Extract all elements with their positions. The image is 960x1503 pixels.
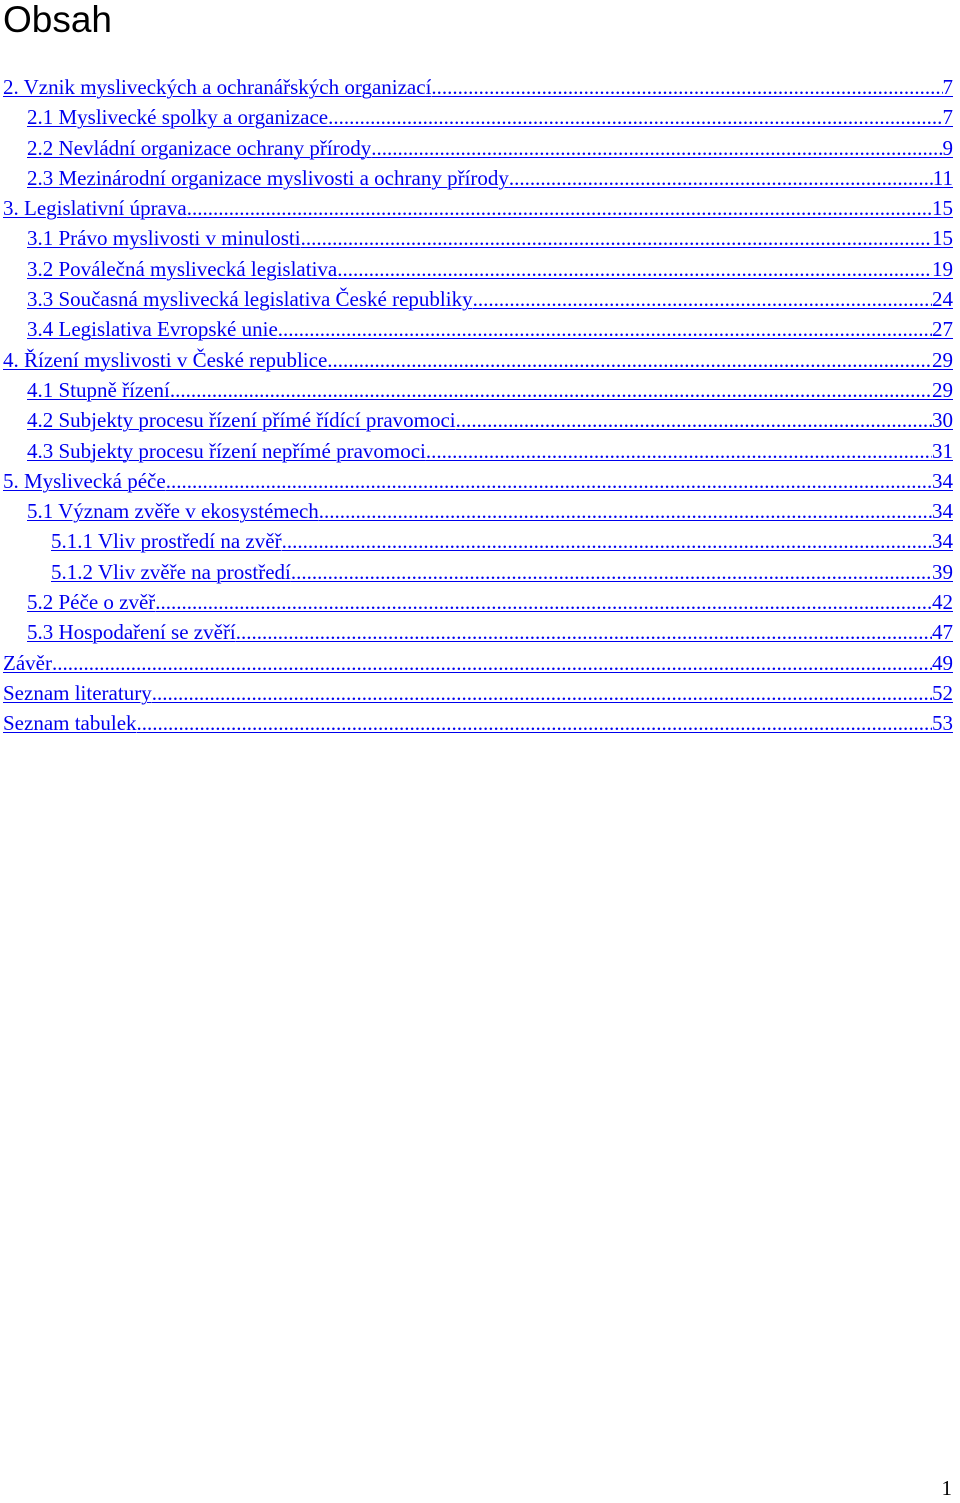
toc-entry-page-number[interactable]: 29 [932, 347, 953, 372]
toc-entry-title[interactable]: Seznam literatury [3, 680, 152, 705]
toc-entry[interactable] [3, 223, 953, 253]
toc-entry-title[interactable]: 3.4 Legislativa Evropské unie [27, 317, 278, 342]
toc-entry[interactable] [3, 405, 953, 435]
toc-entry-title[interactable]: 5.1.1 Vliv prostředí na zvěř [51, 529, 282, 554]
toc-entry-title[interactable]: 5.1 Význam zvěře v ekosystémech [27, 499, 319, 524]
toc-dot-leader [152, 678, 932, 708]
toc-entry-title[interactable]: 5.1.2 Vliv zvěře na prostředí [51, 559, 291, 584]
toc-dot-leader [328, 102, 942, 132]
toc-entry[interactable] [3, 436, 953, 466]
toc-dot-leader [278, 314, 932, 344]
toc-entry-page-number[interactable]: 34 [932, 529, 953, 554]
toc-entry-title[interactable]: Seznam tabulek [3, 711, 137, 736]
toc-entry-page-number[interactable]: 11 [932, 165, 953, 190]
toc-entry[interactable] [3, 678, 953, 708]
toc-entry[interactable] [3, 133, 953, 163]
toc-entry-page-number[interactable]: 53 [932, 711, 953, 736]
toc-entry[interactable] [3, 193, 953, 223]
toc-dot-leader [187, 193, 932, 223]
toc-entry-page-number[interactable]: 7 [942, 105, 953, 130]
toc-entry-title[interactable]: 4.1 Stupně řízení [27, 377, 170, 402]
page-title: Obsah [3, 0, 113, 40]
toc-entry[interactable] [3, 163, 953, 193]
toc-dot-leader [52, 648, 932, 678]
toc-entry-page-number[interactable]: 9 [942, 135, 953, 160]
toc-entry-title[interactable]: 2.2 Nevládní organizace ochrany přírody [27, 135, 372, 160]
toc-dot-leader [155, 587, 932, 617]
toc-entry-title[interactable]: 5. Myslivecká péče [3, 468, 166, 493]
toc-entry-title[interactable]: 3.2 Poválečná myslivecká legislativa [27, 256, 338, 281]
toc-entry-title[interactable]: 3.1 Právo myslivosti v minulosti [27, 226, 301, 251]
toc-entry-page-number[interactable]: 15 [932, 196, 953, 221]
toc-entry-title[interactable]: 3.3 Současná myslivecká legislativa České republiky [27, 287, 473, 312]
toc-dot-leader [509, 163, 933, 193]
toc-entry-page-number[interactable]: 27 [932, 317, 953, 342]
toc-entry-page-number[interactable]: 39 [932, 559, 953, 584]
toc-dot-leader [170, 375, 932, 405]
toc-dot-leader [301, 223, 932, 253]
toc-dot-leader [137, 708, 932, 738]
toc-entry-page-number[interactable]: 42 [932, 590, 953, 615]
toc-entry[interactable] [3, 314, 953, 344]
toc-entry-page-number[interactable]: 47 [932, 620, 953, 645]
toc-entry-title[interactable]: 3. Legislativní úprava [3, 196, 187, 221]
toc-entry-title[interactable]: Závěr [3, 650, 52, 675]
toc-dot-leader [236, 617, 932, 647]
toc-entry[interactable] [3, 254, 953, 284]
toc-entry-title[interactable]: 2.1 Myslivecké spolky a organizace [27, 105, 329, 130]
page-number: 1 [941, 1476, 952, 1500]
toc-entry[interactable] [3, 375, 953, 405]
toc-entry[interactable] [3, 284, 953, 314]
toc-entry[interactable] [3, 648, 953, 678]
toc-entry-title[interactable]: 4. Řízení myslivosti v České republice [3, 347, 328, 372]
toc-entry-page-number[interactable]: 52 [932, 680, 953, 705]
toc-entry[interactable] [3, 617, 953, 647]
toc-entry-page-number[interactable]: 15 [932, 226, 953, 251]
toc-entry-page-number[interactable]: 19 [932, 256, 953, 281]
toc-dot-leader [456, 405, 932, 435]
toc-dot-leader [371, 133, 942, 163]
toc-entry-page-number[interactable]: 34 [932, 468, 953, 493]
toc-dot-leader [327, 345, 932, 375]
toc-dot-leader [473, 284, 932, 314]
toc-entry[interactable] [3, 587, 953, 617]
toc-entry[interactable] [3, 708, 953, 738]
toc-entry-title[interactable]: 5.2 Péče o zvěř [27, 590, 156, 615]
toc-entry-page-number[interactable]: 29 [932, 377, 953, 402]
toc-entry[interactable] [3, 496, 953, 526]
toc-entry[interactable] [3, 466, 953, 496]
toc-dot-leader [166, 466, 932, 496]
toc-entry[interactable] [3, 72, 953, 102]
toc-entry[interactable] [3, 345, 953, 375]
toc-entry-title[interactable]: 4.3 Subjekty procesu řízení nepřímé pravomoci [27, 438, 426, 463]
toc-dot-leader [291, 557, 932, 587]
toc-entry-page-number[interactable]: 49 [932, 650, 953, 675]
toc-entry-page-number[interactable]: 31 [932, 438, 953, 463]
toc-entry-page-number[interactable]: 30 [932, 408, 953, 433]
toc-dot-leader [319, 496, 932, 526]
toc-entry-page-number[interactable]: 7 [942, 75, 953, 99]
toc-entry-page-number[interactable]: 24 [932, 287, 953, 312]
toc-entry[interactable] [3, 557, 953, 587]
toc-dot-leader [337, 254, 932, 284]
toc-entry-title[interactable]: 4.2 Subjekty procesu řízení přímé řídící pravomoci [27, 408, 456, 433]
toc-entry[interactable] [3, 526, 953, 556]
toc-entry-title[interactable]: 5.3 Hospodaření se zvěří [27, 620, 236, 645]
toc-entry-title[interactable]: 2. Vznik mysliveckých a ochranářských organizací [3, 75, 432, 99]
table-of-contents [3, 72, 953, 739]
toc-entry[interactable] [3, 102, 953, 132]
toc-dot-leader [282, 526, 932, 556]
toc-entry-title[interactable]: 2.3 Mezinárodní organizace myslivosti a ochrany přírody [27, 165, 509, 190]
toc-dot-leader [426, 436, 932, 466]
toc-dot-leader [431, 72, 942, 102]
toc-entry-page-number[interactable]: 34 [932, 499, 953, 524]
